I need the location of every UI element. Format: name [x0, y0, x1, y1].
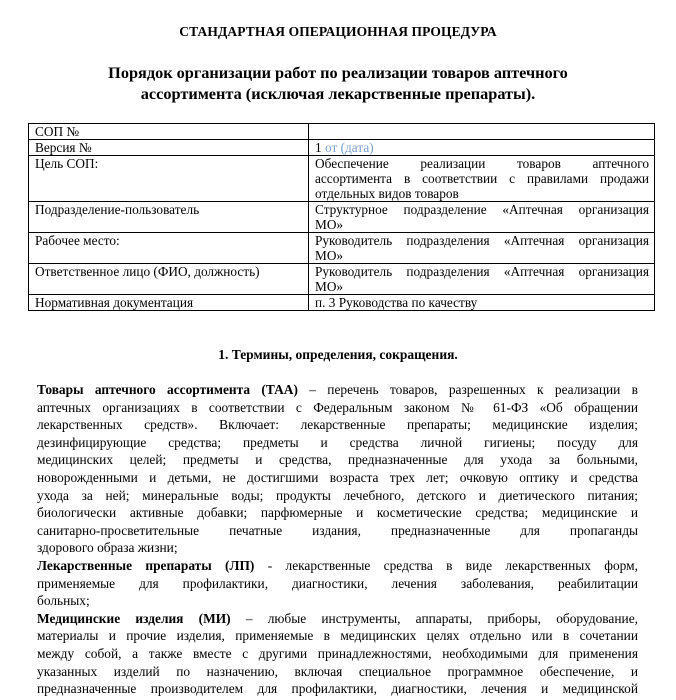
row-label: СОП №	[29, 124, 309, 140]
document-header: СТАНДАРТНАЯ ОПЕРАЦИОННАЯ ПРОЦЕДУРА	[179, 24, 497, 39]
value-line: МО»	[315, 248, 344, 263]
terms-body	[37, 381, 638, 698]
row-value	[309, 156, 655, 202]
paragraph-line: лекарственных средств». Включает: лекарственные препараты; медицинские изделия;	[37, 417, 638, 433]
table-row	[29, 124, 655, 140]
paragraph-line: между собой, а также вместе с другими принадлежностями, необходимыми для применения	[37, 645, 638, 661]
value-line: Руководитель подразделения «Аптечная организация	[315, 233, 649, 248]
paragraph-line: медицинских целей; предметы и средства, предназначенные для ухода за больными,	[37, 452, 638, 468]
paragraph-line: предназначенные производителем для профилактики, диагностики, лечения и медицинской	[37, 681, 638, 697]
row-label: Ответственное лицо (ФИО, должность)	[29, 264, 309, 295]
table-row	[29, 233, 655, 264]
paragraph-line: дезинфицирующие средства; предметы и средства личной гигиены; посуду для	[37, 434, 638, 450]
paragraph-line: аптечных организациях в соответствии с Федеральным законом № 61-ФЗ «Об обращении	[37, 399, 638, 415]
paragraph-line: указанных изделий по назначению, включая специальное программное обеспечение, и	[37, 663, 638, 679]
table-row	[29, 295, 655, 311]
paragraph-line: ухода за ней; минеральные воды; продукты лечебного, детского и диетического питания;	[37, 487, 638, 503]
term-name: Товары аптечного ассортимента (ТАА)	[37, 382, 298, 397]
row-value: п. 3 Руководства по качеству	[309, 295, 655, 311]
value-line: МО»	[315, 279, 344, 294]
version-date: от (дата)	[324, 140, 374, 155]
row-value	[309, 233, 655, 264]
sop-info-table	[28, 123, 655, 311]
paragraph-line: Медицинские изделия (МИ) – любые инструменты, аппараты, приборы, оборудование,	[37, 610, 638, 626]
term-name: Лекарственные препараты (ЛП)	[37, 557, 255, 573]
section-heading: 1. Термины, определения, сокращения.	[218, 347, 458, 362]
paragraph-line: новорожденными и детьми, не достигшими возраста трех лет; очковую оптику и средства	[37, 469, 638, 485]
paragraph-line: применяемые для профилактики, диагностики, лечения заболевания, реабилитации	[37, 575, 638, 591]
table-row	[29, 202, 655, 233]
table-row	[29, 156, 655, 202]
subtitle-line-2: ассортимента (исключая лекарственные препараты).	[140, 84, 536, 103]
value-line: Обеспечение реализации товаров аптечного	[315, 156, 649, 171]
value-line: отдельных видов товаров	[315, 186, 459, 201]
paragraph-line: больных;	[37, 593, 90, 609]
paragraph-line: биологически активные добавки; парфюмерные и косметические средства; медицинские и	[37, 505, 638, 521]
value-line: МО»	[315, 217, 344, 232]
paragraph-line: Лекарственные препараты (ЛП) - лекарственные средства в виде лекарственных форм,	[37, 557, 638, 573]
value-line: Руководитель подразделения «Аптечная организация	[315, 264, 649, 279]
paragraph-line: материалы и прочие изделия, применяемые в медицинских целях отдельно или в сочетании	[37, 628, 638, 644]
row-label: Рабочее место:	[29, 233, 309, 264]
paragraph-line: здорового образа жизни;	[37, 540, 178, 556]
row-label: Цель СОП:	[29, 156, 309, 202]
row-value	[309, 124, 655, 140]
table-row	[29, 140, 655, 156]
row-value	[309, 202, 655, 233]
paragraph-line: санитарно-просветительные печатные издания, предназначенные для пропаганды	[37, 522, 638, 538]
row-label: Нормативная документация	[29, 295, 309, 311]
row-value	[309, 264, 655, 295]
subtitle-line-1: Порядок организации работ по реализации товаров аптечного	[108, 63, 568, 82]
value-line: Структурное подразделение «Аптечная организация	[315, 202, 649, 217]
paragraph-line: Товары аптечного ассортимента (ТАА) – перечень товаров, разрешенных к реализации в	[37, 382, 638, 397]
row-value	[309, 140, 655, 156]
table-row	[29, 264, 655, 295]
document-subtitle	[0, 62, 676, 104]
version-number: 1	[315, 140, 322, 155]
term-name: Медицинские изделия (МИ)	[37, 610, 231, 626]
row-label: Подразделение-пользователь	[29, 202, 309, 233]
value-line: ассортимента в соответствии с правилами продажи	[315, 171, 649, 186]
row-label: Версия №	[29, 140, 309, 156]
